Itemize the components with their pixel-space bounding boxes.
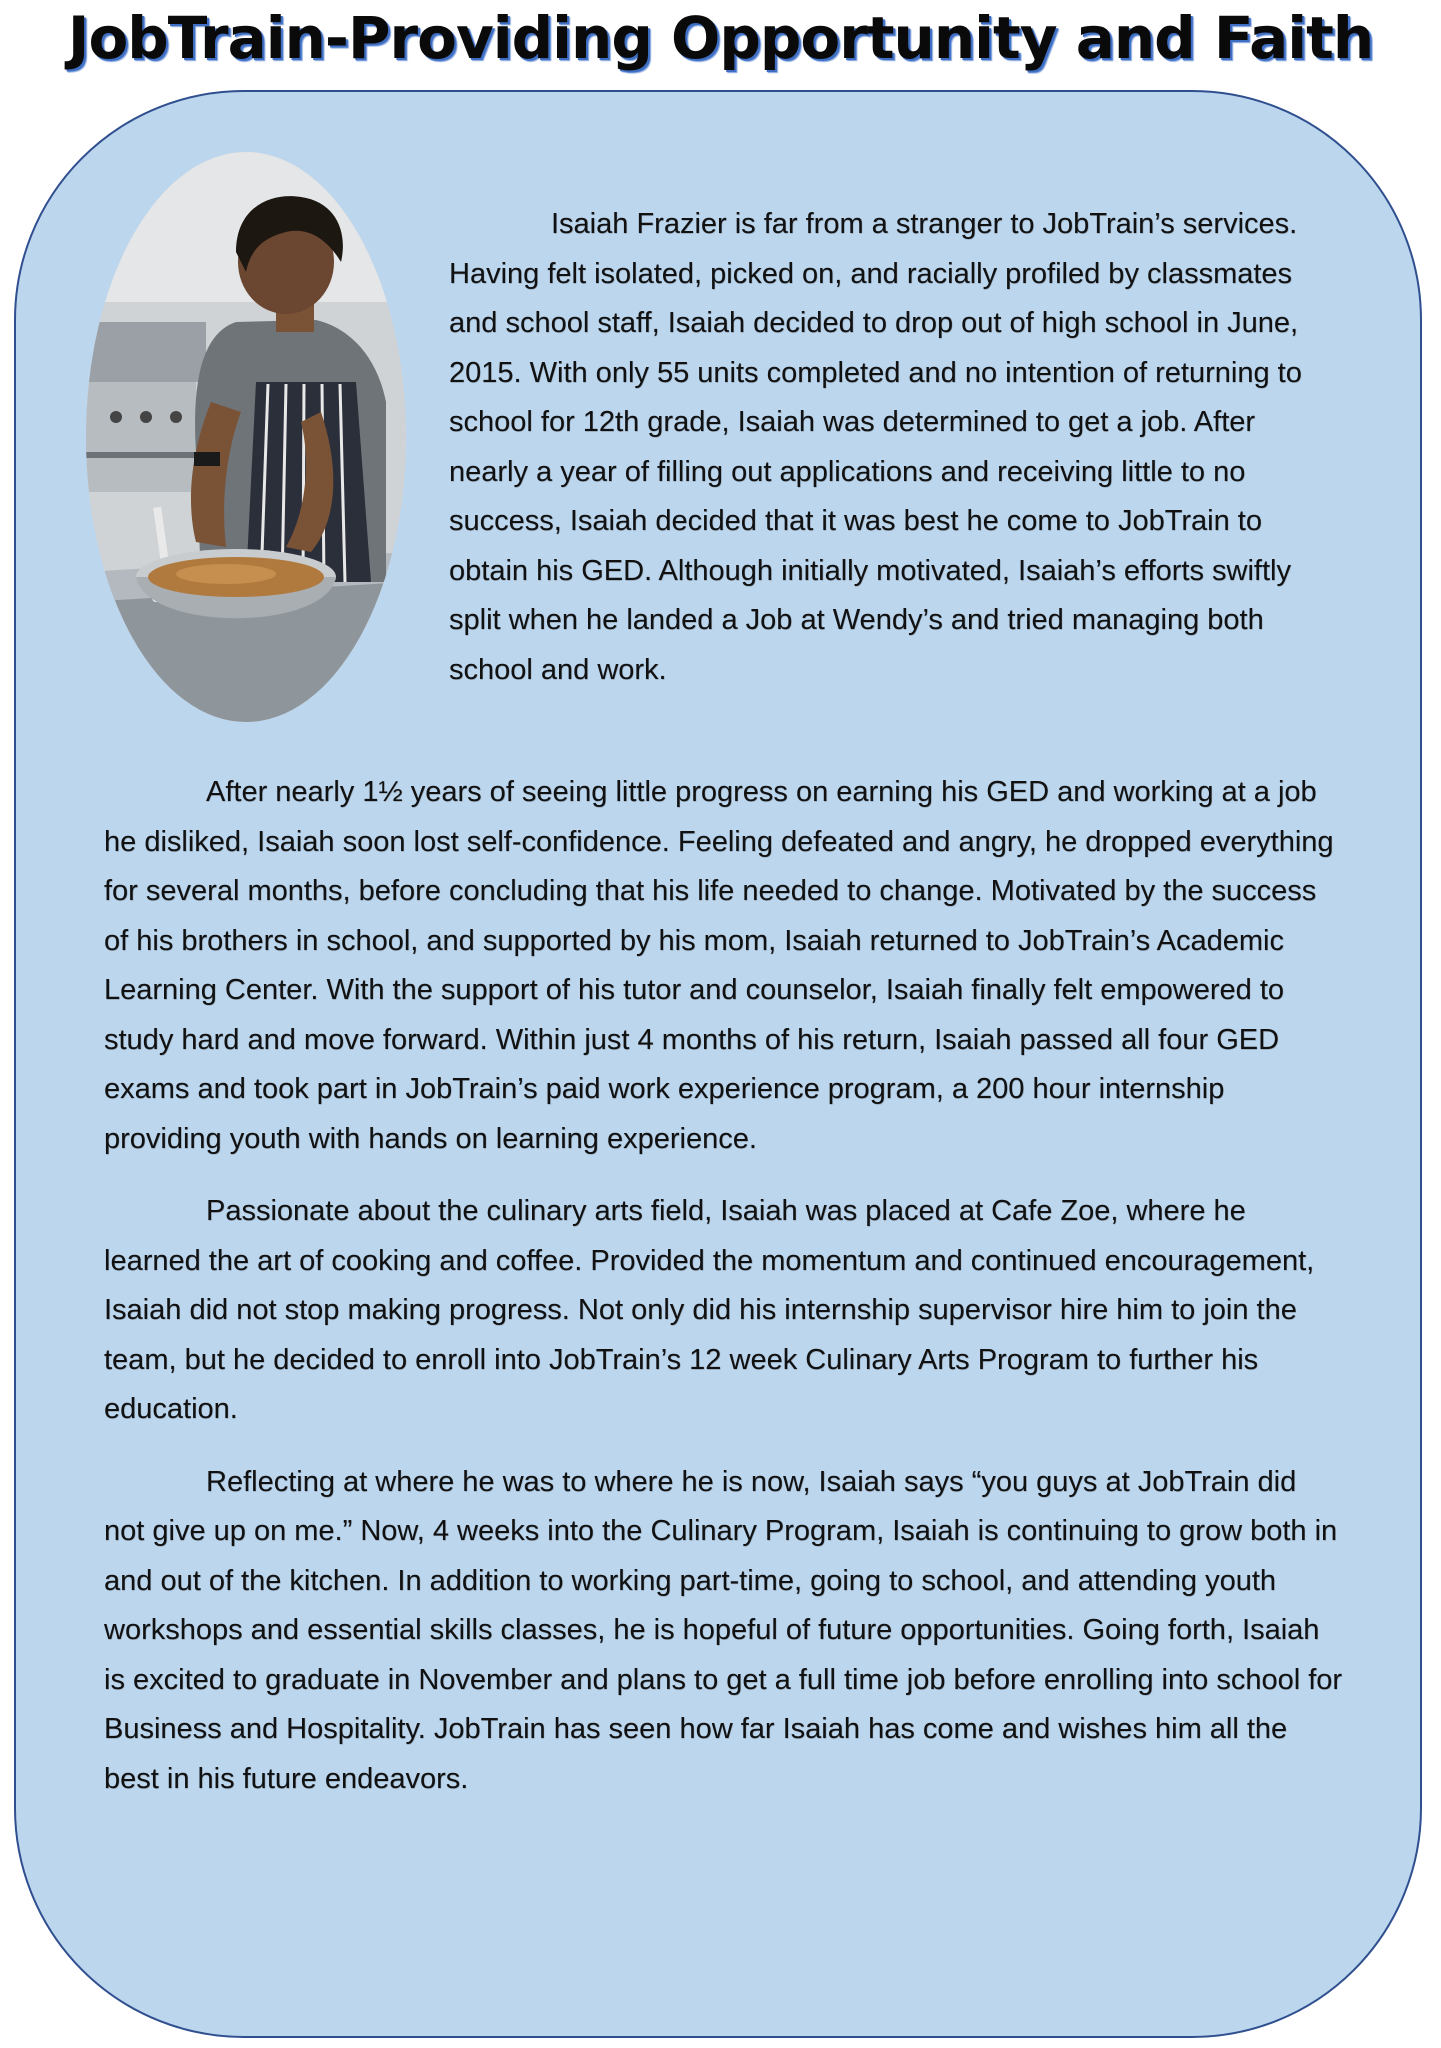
person-cooking-photo	[86, 152, 406, 722]
paragraph-2: After nearly 1½ years of seeing little progress on earning his GED and working at a job he disliked, Isaiah soon lost self-confidence. Feeling defeated and angry, he dropped everything for several months, before concluding that his life needed to change. Motivated by the success of his brothers in school, and supported by his mom, Isaiah returned to JobTrain’s Academic Learning Center. With the support of his tutor and counselor, Isaiah finally felt empowered to study hard and move forward. Within just 4 months of his return, Isaiah passed all four GED exams and took part in JobTrain’s paid work experience program, a 200 hour internship providing youth with hands on learning experience.	[104, 776, 1334, 1155]
paragraph-4: Reflecting at where he was to where he is now, Isaiah says “you guys at JobTrain did not give up on me.” Now, 4 weeks into the Culinary Program, Isaiah is continuing to grow both in and out of the kitchen. In addition to working part-time, going to school, and attending youth workshops and essential skills classes, he is hopeful of future opportunities. Going forth, Isaiah is excited to graduate in November and plans to get a full time job before enrolling into school for Business and Hospitality. JobTrain has seen how far Isaiah has come and wishes him all the best in his future endeavors.	[104, 1465, 1343, 1795]
paragraph-3: Passionate about the culinary arts field, Isaiah was placed at Cafe Zoe, where he learned the art of cooking and coffee. Provided the momentum and continued encouragement, Isaiah did not stop making progress. Not only did his internship supervisor hire him to join the team, but he decided to enroll into JobTrain’s 12 week Culinary Arts Program to further his education.	[104, 1195, 1315, 1425]
story-body	[104, 768, 1344, 1827]
paragraph-1: Isaiah Frazier is far from a stranger to JobTrain’s services. Having felt isolated, picked on, and racially profiled by classmates and school staff, Isaiah decided to drop out of high school in June, 2015. With only 55 units completed and no intention of returning to school for 12th grade, Isaiah was determined to get a job. After nearly a year of filling out applications and receiving little to no success, Isaiah decided that it was best he come to JobTrain to obtain his GED. Although initially motivated, Isaiah’s efforts swiftly split when he landed a Job at Wendy’s and tried managing both school and work.	[449, 208, 1302, 686]
intro-paragraph	[449, 200, 1331, 695]
page-title: JobTrain-Providing Opportunity and Faith	[67, 4, 1374, 72]
